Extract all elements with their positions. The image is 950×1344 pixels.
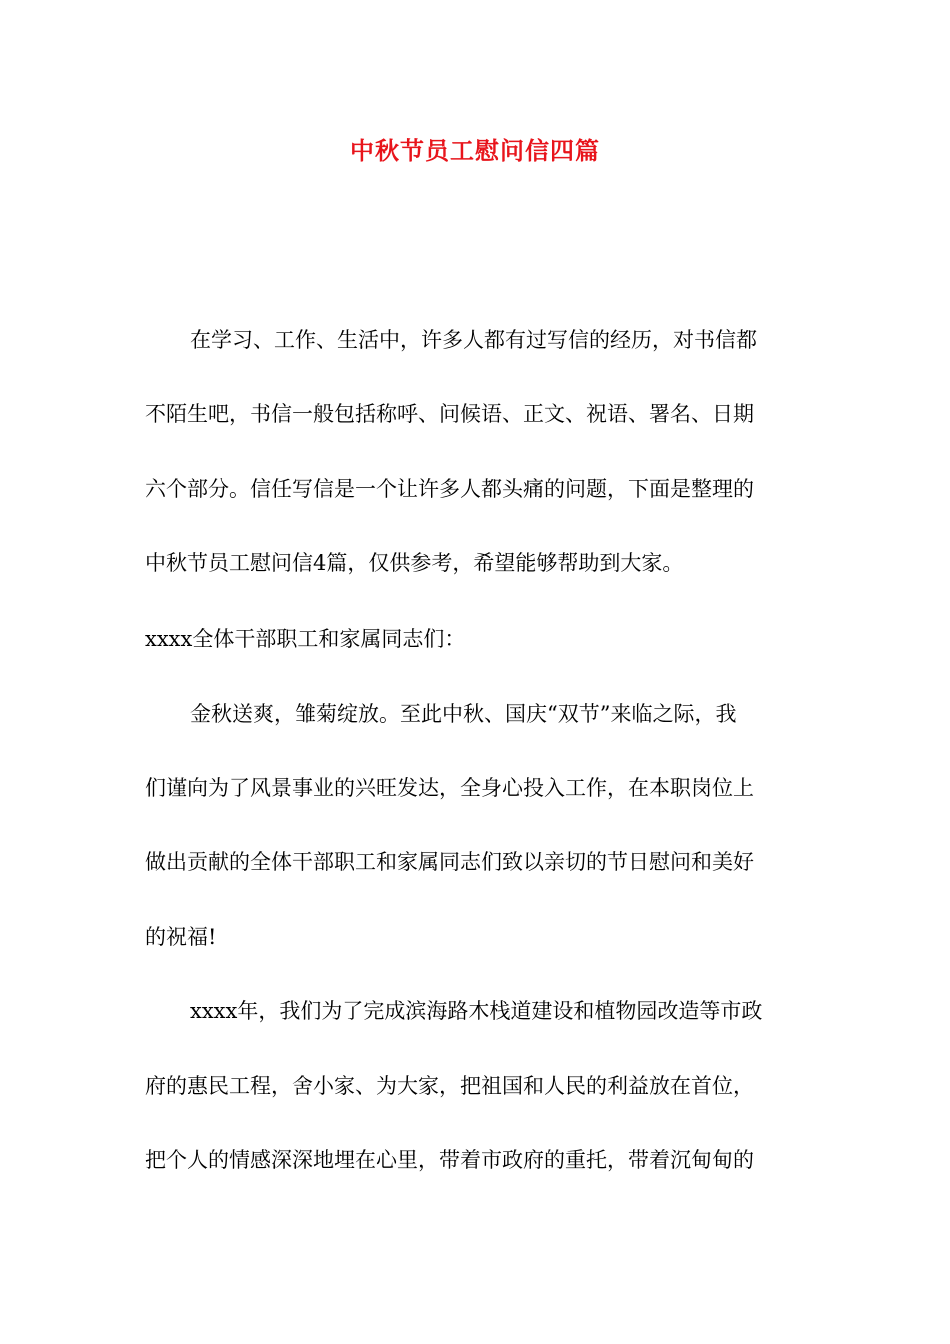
document-title: 中秋节员工慰问信四篇 bbox=[350, 136, 600, 165]
paragraph-line: 中秋节员工慰问信4篇，仅供参考，希望能够帮助到大家。 bbox=[145, 551, 684, 575]
paragraph-line: 做出贡献的全体干部职工和家属同志们致以亲切的节日慰问和美好 bbox=[145, 850, 754, 874]
paragraph-line: 不陌生吧，书信一般包括称呼、问候语、正文、祝语、署名、日期 bbox=[145, 402, 754, 426]
paragraph-line: 的祝福! bbox=[145, 925, 217, 949]
paragraph-line: 们谨向为了风景事业的兴旺发达，全身心投入工作，在本职岗位上 bbox=[145, 776, 754, 800]
paragraph-line: 把个人的情感深深地埋在心里，带着市政府的重托，带着沉甸甸的 bbox=[145, 1148, 754, 1172]
paragraph-line: 金秋送爽，雏菊绽放。至此中秋、国庆“双节”来临之际，我 bbox=[190, 702, 737, 726]
paragraph-line: 六个部分。信任写信是一个让许多人都头痛的问题，下面是整理的 bbox=[145, 477, 754, 501]
paragraph-line: xxxx年，我们为了完成滨海路木栈道建设和植物园改造等市政 bbox=[190, 999, 763, 1023]
paragraph-line: 府的惠民工程，舍小家、为大家，把祖国和人民的利益放在首位， bbox=[145, 1074, 754, 1098]
paragraph-line: 在学习、工作、生活中，许多人都有过写信的经历，对书信都 bbox=[190, 328, 757, 352]
salutation-line: xxxx全体干部职工和家属同志们： bbox=[145, 627, 466, 651]
